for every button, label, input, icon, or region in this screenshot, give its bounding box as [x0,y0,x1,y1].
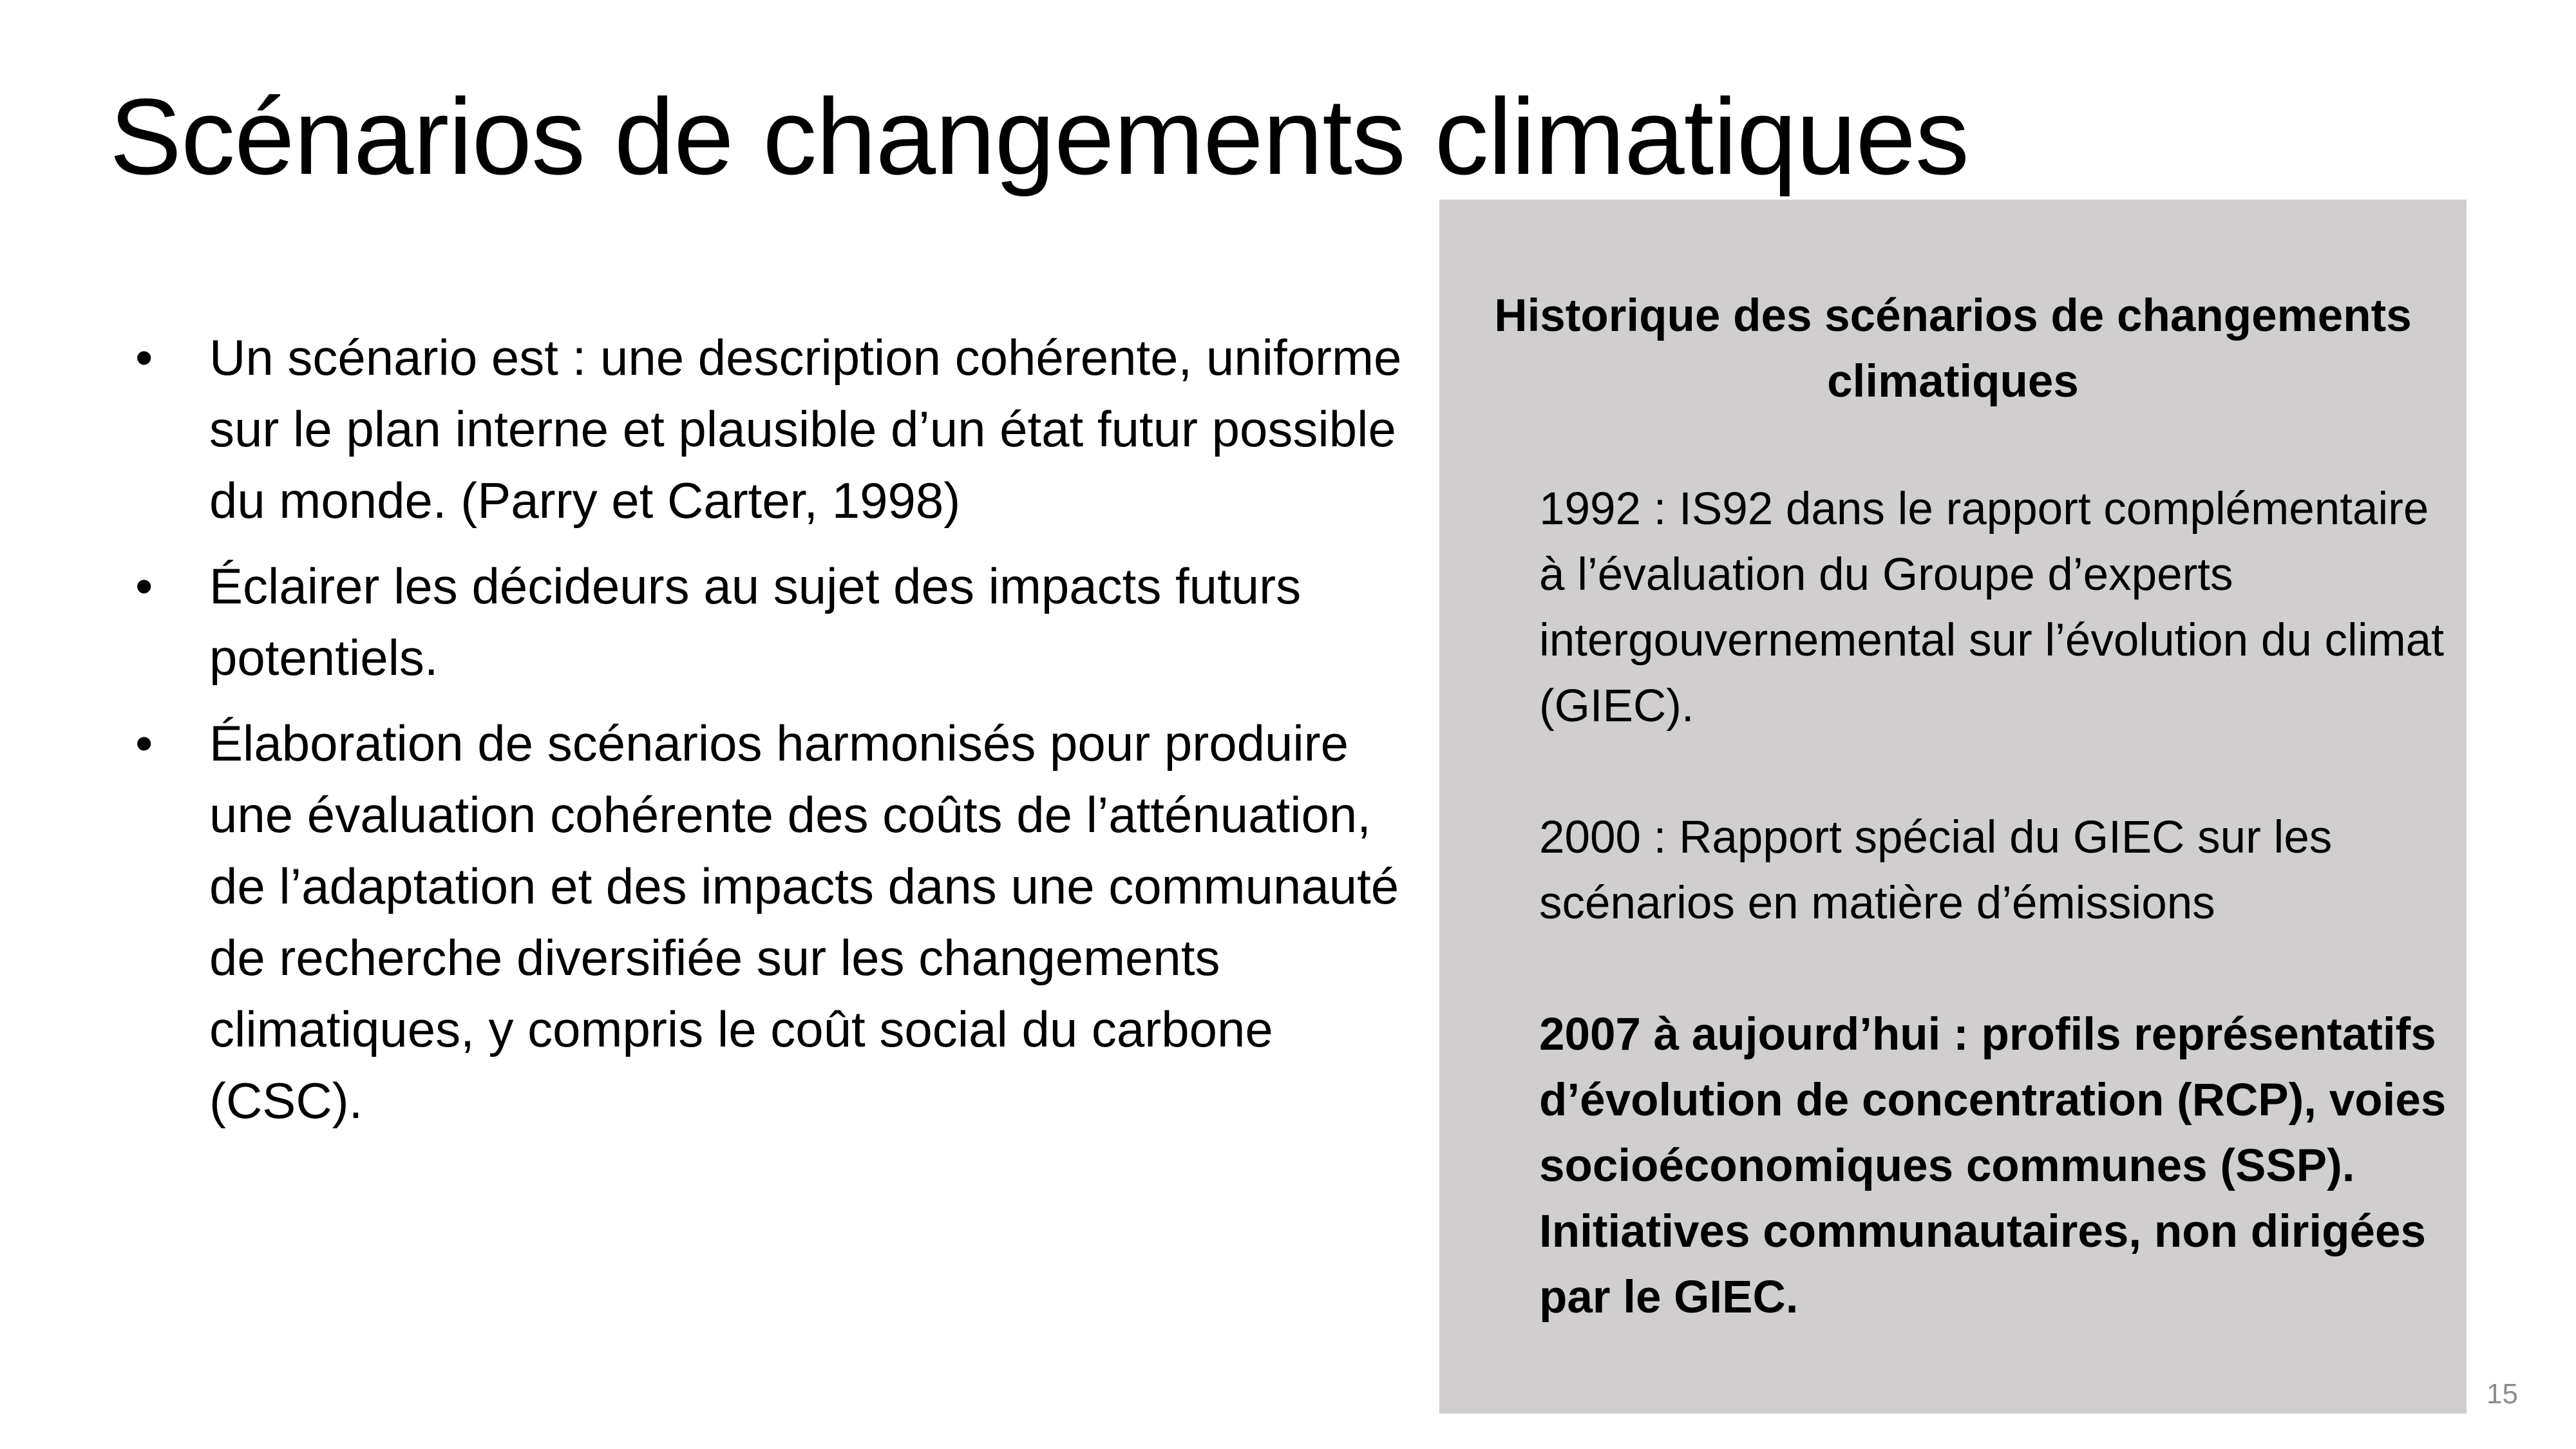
slide-title: Scénarios de changements climatiques [109,76,1969,197]
bullet-item [135,322,1423,536]
history-entry-2000: 2000 : Rapport spécial du GIEC sur les scénarios en matière d’émissions [1539,812,2333,929]
bullet-icon: • [135,329,153,386]
history-box [1439,200,2467,1414]
history-box-title: Historique des scénarios de changements climatiques [1494,290,2412,407]
bullet-item [135,708,1423,1137]
history-box-body [1539,477,2460,1331]
bullet-text: Éclairer les décideurs au sujet des impacts futurs potentiels. [209,558,1302,686]
bullet-text: Un scénario est : une description cohérente, uniforme sur le plan interne et plausible d’un état futur possible du monde. (Parry et Carter, 1998) [209,329,1402,529]
bullet-item [135,551,1423,694]
history-entry-2007: 2007 à aujourd’hui : profils représentatifs d’évolution de concentration (RCP), voies socioéconomiques communes (SSP). Initiatives communautaires, non dirigées par le GIEC. [1539,1009,2447,1323]
history-entry-1992: 1992 : IS92 dans le rapport complémentaire à l’évaluation du Groupe d’experts intergouvernemental sur l’évolution du climat (GIEC). [1539,484,2444,732]
page-number: 15 [2486,1378,2518,1410]
bullet-text: Élaboration de scénarios harmonisés pour produire une évaluation cohérente des coûts de l’atténuation, de l’adaptation et des impacts dans une communauté de recherche diversifiée sur les changements climatiques, y compris le coût social du carbone (CSC). [209,715,1399,1129]
bullet-icon: • [135,715,153,772]
bullet-icon: • [135,558,153,614]
bullet-list [135,322,1423,1151]
